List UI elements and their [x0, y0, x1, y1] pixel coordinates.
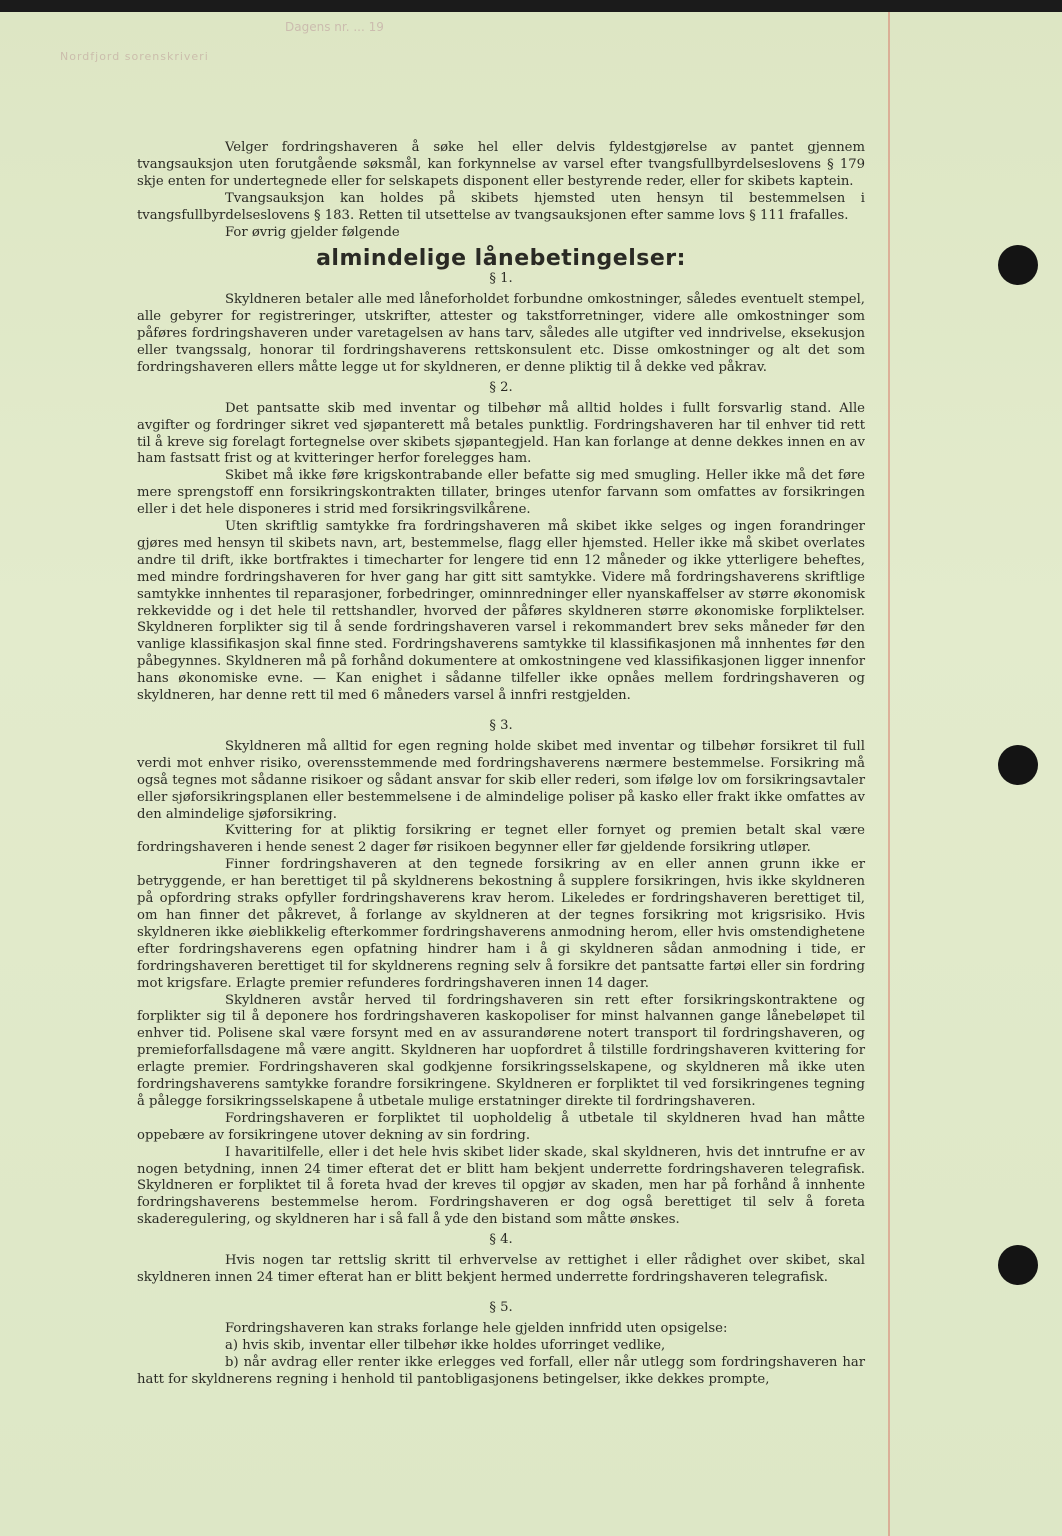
paragraph: Skibet må ikke føre krigskontrabande eller befatte sig med smugling. Heller ikke må det føre mere sprengstoff enn forsikringskontrakten tillater, bringes utenfor farvann som omfattes av forsikringen eller i det hele disponeres i strid med forsikringsvilkårene.: [137, 468, 865, 518]
paragraph: Skyldneren betaler alle med låneforholdet forbundne omkostninger, således eventuelt stempel, alle gebyrer for registreringer, utskrifter, attester og takstforretninger, videre alle omkostninger som påføres fordringshaveren under varetagelsen av hans tarv, således alle utgifter ved inndrivelse, eksekusjon eller tvangssalg, honorar til fordringshaverens rettskonsulent etc. Disse omkostninger og alt det som fordringshaveren ellers måtte legge ut for skyldneren, er denne pliktig til å dekke ved påkrav.: [137, 292, 865, 375]
paragraph: Det pantsatte skib med inventar og tilbehør må alltid holdes i fullt forsvarlig stand. Alle avgifter og fordringer sikret ved sjøpanterett må betales punktlig. Fordringshaveren har til enhver tid rett til å kreve sig forelagt fortegnelse over skibets sjøpantegjeld. Han kan forlange at denne dekkes innen en av ham fastsatt frist og at kvitteringer herfor forelegges ham.: [137, 400, 865, 467]
section-label: § 4.: [489, 1232, 513, 1248]
punch-hole-icon: [998, 245, 1038, 285]
faded-office-stamp: Nordfjord sorenskriveri: [60, 50, 209, 63]
punch-hole-icon: [998, 1245, 1038, 1285]
faded-stamp-top: Dagens nr. ... 19: [285, 20, 384, 34]
paragraph: Fordringshaveren kan straks forlange hele gjelden innfridd uten opsigelse:: [225, 1320, 728, 1336]
scan-edge: [0, 0, 1062, 12]
list-item: a) hvis skib, inventar eller tilbehør ikke holdes uforringet vedlike,: [225, 1337, 666, 1353]
paragraph: Finner fordringshaveren at den tegnede forsikring av en eller annen grunn ikke er betryggende, er han berettiget til på skyldnerens bekostning å supplere forsikringen, hvis ikke skyldneren på opfordring straks opfyller fordringshaverens krav herom. Likeledes er fordringshaveren berettiget til, om han finner det påkrevet, å forlange av skyldneren at der tegnes forsikring mot krigsrisiko. Hvis skyldneren ikke øieblikkelig efterkommer fordringshaverens anmodning herom, eller hvis omstendighetene efter fordringshaverens egen opfatning hindrer ham i å gi skyldneren sådan anmodning i tide, er fordringshaveren berettiget til for skyldnerens regning selv å forsikre det pantsatte fartøi eller sin fordring mot krigsfare. Erlagte premier refunderes fordringshaveren innen 14 dager.: [137, 857, 865, 991]
paragraph: I havaritilfelle, eller i det hele hvis skibet lider skade, skal skyldneren, hvis det inntrufne er av nogen betydning, innen 24 timer efterat det er blitt ham bekjent underrette fordringshaveren telegrafisk. Skyldneren er forpliktet til å foreta hvad der kreves til opgjør av skaden, men har på forhånd å innhente fordringshaverens bestemmelse herom. Fordringshaveren er dog også berettiget til selv å foreta skaderegulering, og skyldneren har i så fall å yde den bistand som måtte ønskes.: [137, 1144, 865, 1228]
punch-hole-icon: [998, 745, 1038, 785]
paragraph: Fordringshaveren er forpliktet til uopholdelig å utbetale til skyldneren hvad han måtte oppebære av forsikringene utover dekning av sin fordring.: [137, 1110, 865, 1143]
intro-paragraph: Velger fordringshaveren å søke hel eller delvis fyldestgjørelse av pantet gjennem tvangsauksjon uten forutgående søksmål, kan forkynnelse av varsel efter tvangsfullbyrdelseslovens § 179 skje enten for undertegnede eller for selskapets disponent eller bestyrende reder, eller for skibets kaptein.: [137, 140, 865, 189]
margin-line: [888, 12, 890, 1536]
paragraph: Kvittering for at pliktig forsikring er tegnet eller fornyet og premien betalt skal være fordringshaveren i hende senest 2 dager før risikoen begynner eller før gjeldende forsikring utløper.: [137, 823, 865, 856]
section-label: § 2.: [489, 379, 513, 395]
paragraph: Hvis nogen tar rettslig skritt til erhvervelse av rettighet i eller rådighet over skibet, skal skyldneren innen 24 timer efterat han er blitt bekjent hermed underrette fordringshaveren telegrafisk.: [137, 1253, 865, 1285]
section-label: § 3.: [489, 718, 513, 733]
section-heading: almindelige lånebetingelser:: [316, 246, 686, 272]
paragraph: Skyldneren avstår herved til fordringshaveren sin rett efter forsikringskontraktene og forplikter sig til å deponere hos fordringshaveren kaskopoliser for minst halvannen gange lånebeløpet til enhver tid. Polisene skal være forsynt med en av assurandørene notert transport til fordringshaveren, og premieforfallsdagene må være angitt. Skyldneren har uopfordret å tilstille fordringshaveren kvittering for erlagte premier. Fordringshaveren skal godkjenne forsikringsselskapene, og skyldneren må ikke uten fordringshaverens samtykke forandre forsikringene. Skyldneren er forpliktet til ved forsikringenes tegning å pålegge forsikringsselskapene å utbetale mulige erstatninger direkte til fordringshaveren.: [137, 992, 865, 1109]
paragraph: Skyldneren må alltid for egen regning holde skibet med inventar og tilbehør forsikret til full verdi mot enhver risiko, overensstemmende med fordringshaverens nærmere bestemmelse. Forsikring må også tegnes mot sådanne risikoer og sådant ansvar for skib eller rederi, som ifølge lov om forsikringsavtaler eller sjøforsikringsplanen eller bestemmelsene i de almindelige poliser på kasko eller frakt ikke omfattes av den almindelige sjøforsikring.: [137, 738, 865, 822]
list-item: b) når avdrag eller renter ikke erlegges ved forfall, eller når utlegg som fordringshaveren har hatt for skyldnerens regning i henhold til pantobligasjonens betingelser, ikke dekkes prompte,: [137, 1354, 865, 1387]
paragraph: Uten skriftlig samtykke fra fordringshaveren må skibet ikke selges og ingen forandringer gjøres med hensyn til skibets navn, art, bestemmelse, flagg eller hjemsted. Heller ikke må skibet overlates andre til drift, ikke bortfraktes i timecharter for lengere tid enn 12 måneder og ikke ytterligere beheftes, med mindre fordringshaveren for hver gang har gitt sitt samtykke. Videre må fordringshaverens skriftlige samtykke innhentes til reparasjoner, forbedringer, ominnredninger eller nyanskaffelser av større økonomisk rekkevidde og i det hele til rettshandler, hvorved der påføres skyldneren større økonomiske forpliktelser. Skyldneren forplikter sig til å sende fordringshaveren varsel i rekommandert brev seks måneder før den vanlige klassifikasjon skal finne sted. Fordringshaverens samtykke til klassifikasjonen må innhentes før den påbegynnes. Skyldneren må på forhånd dokumentere at omkostningene ved klassifikasjonen ligger innenfor hans økonomiske evne. — Kan enighet i sådanne tilfeller ikke opnåes mellem fordringshaveren og skyldneren, har denne rett til med 6 måneders varsel å innfri restgjelden.: [137, 519, 865, 704]
document-body: [137, 140, 865, 1388]
section-label: § 1.: [489, 271, 513, 287]
intro-paragraph: Tvangsauksjon kan holdes på skibets hjemsted uten hensyn til bestemmelsen i tvangsfullbyrdelseslovens § 183. Retten til utsettelse av tvangsauksjonen efter samme lovs § 111 frafalles.: [137, 190, 865, 223]
intro-paragraph: For øvrig gjelder følgende: [225, 224, 400, 240]
section-label: § 5.: [489, 1299, 513, 1315]
